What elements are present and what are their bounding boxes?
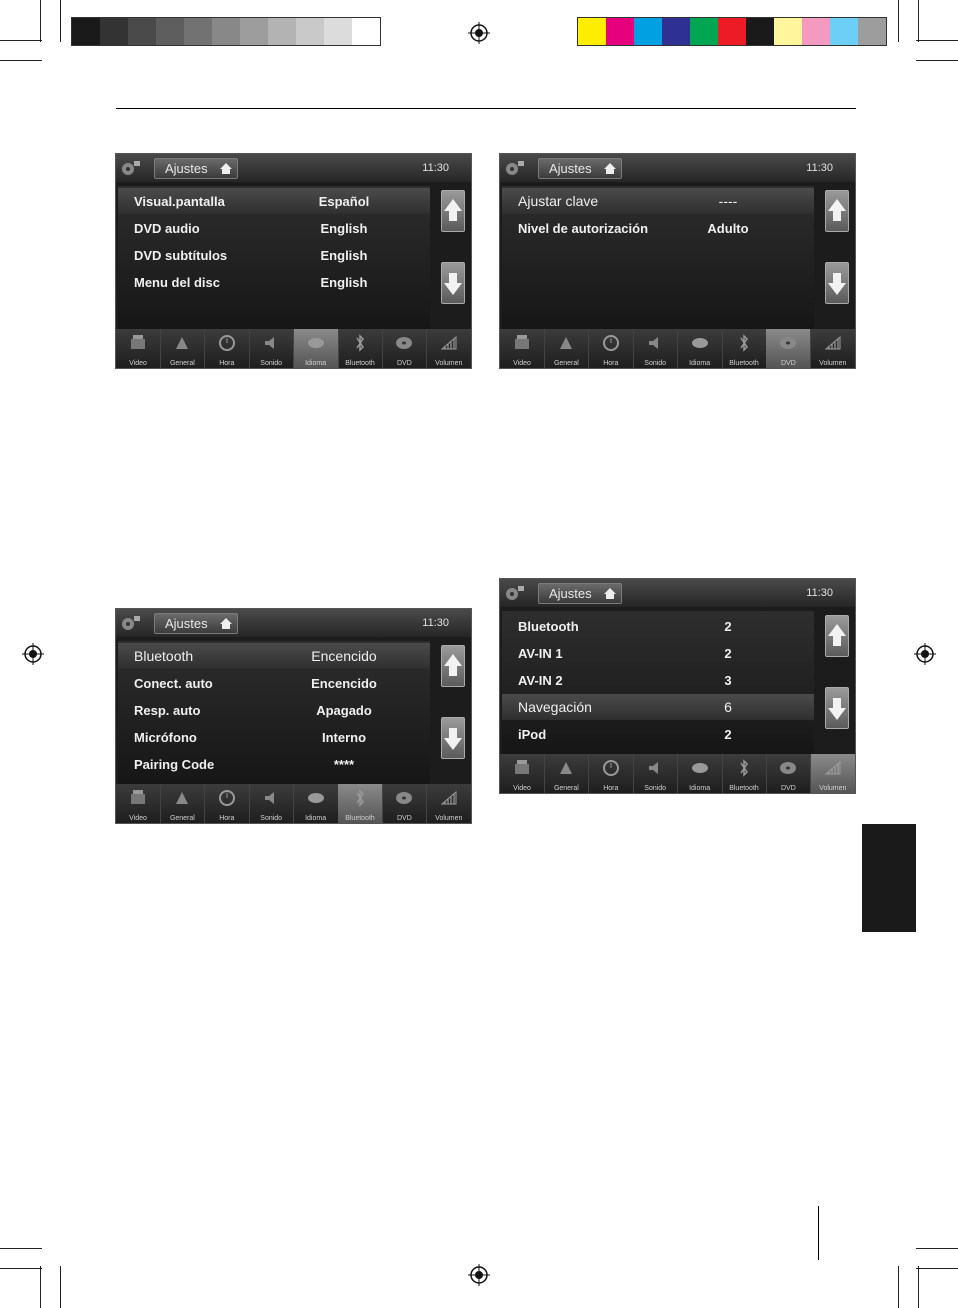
setting-label: DVD audio	[134, 221, 200, 236]
crop-mark	[916, 1248, 958, 1249]
home-icon	[603, 162, 617, 175]
arrow-up-icon	[442, 191, 464, 231]
setting-label: Pairing Code	[134, 757, 215, 772]
arrow-up-icon	[826, 616, 848, 656]
dvd-icon	[779, 758, 797, 778]
dvd-icon	[395, 788, 413, 808]
registration-mark-icon	[468, 22, 490, 44]
home-icon	[219, 617, 233, 630]
tab-volumen[interactable]	[427, 784, 471, 823]
settings-row[interactable]	[502, 188, 814, 214]
chapter-tab	[862, 824, 916, 932]
tab-video[interactable]	[116, 329, 161, 368]
tab-label: Hora	[219, 360, 235, 367]
tab-label: Sonido	[260, 360, 283, 367]
tab-bluetooth[interactable]	[722, 754, 767, 793]
scroll-down-button[interactable]	[825, 262, 849, 304]
tab-label: Volumen	[819, 360, 847, 367]
crop-mark	[0, 1248, 42, 1249]
settings-row[interactable]	[118, 215, 430, 241]
general-icon	[557, 758, 575, 778]
settings-screen	[500, 579, 855, 793]
volumen-icon	[440, 333, 458, 353]
video-icon	[129, 333, 147, 353]
settings-list	[502, 186, 814, 342]
scroll-up-button[interactable]	[441, 190, 465, 232]
tab-label: General	[169, 815, 195, 822]
setting-value: Adulto	[707, 221, 749, 236]
tab-label: DVD	[781, 785, 796, 792]
settings-row[interactable]	[118, 269, 430, 295]
tab-volumen[interactable]	[811, 329, 855, 368]
title-home-button[interactable]	[538, 158, 622, 179]
settings-screen	[116, 609, 471, 823]
setting-label: Navegación	[518, 699, 592, 715]
tab-idioma[interactable]	[678, 329, 723, 368]
crop-mark	[0, 1268, 42, 1269]
setting-value: 6	[724, 699, 732, 715]
tab-general[interactable]	[160, 784, 205, 823]
tab-sonido[interactable]	[249, 329, 294, 368]
bluetooth-icon	[735, 758, 753, 778]
tab-label: DVD	[397, 815, 412, 822]
tab-sonido[interactable]	[633, 754, 678, 793]
title-home-button[interactable]	[154, 158, 238, 179]
tab-dvd[interactable]	[382, 329, 427, 368]
crop-mark	[40, 1266, 41, 1308]
settings-row[interactable]	[502, 694, 814, 720]
settings-row[interactable]	[118, 697, 430, 723]
tab-video[interactable]	[500, 754, 545, 793]
tab-label: Idioma	[305, 360, 327, 367]
arrow-up-icon	[442, 646, 464, 686]
crop-mark	[916, 1268, 958, 1269]
arrow-down-icon	[442, 718, 464, 758]
title-home-button[interactable]	[154, 613, 238, 634]
settings-screen	[500, 154, 855, 368]
tab-hora[interactable]	[589, 329, 634, 368]
settings-row[interactable]	[502, 613, 814, 639]
settings-list	[118, 641, 430, 797]
settings-row[interactable]	[502, 640, 814, 666]
registration-mark-icon	[22, 643, 44, 665]
scroll-down-button[interactable]	[441, 717, 465, 759]
crop-mark	[918, 0, 919, 42]
dvd-icon	[779, 333, 797, 353]
tab-sonido[interactable]	[633, 329, 678, 368]
crop-mark	[60, 0, 61, 42]
scroll-up-button[interactable]	[825, 190, 849, 232]
screen-header	[500, 154, 855, 182]
tab-label: Hora	[603, 785, 619, 792]
setting-label: Resp. auto	[134, 703, 201, 718]
settings-row[interactable]	[118, 643, 430, 669]
video-icon	[513, 333, 531, 353]
tab-label: Hora	[603, 360, 619, 367]
setting-label: Ajustar clave	[518, 193, 599, 209]
tab-dvd[interactable]	[766, 329, 811, 368]
setting-value: English	[320, 248, 368, 263]
gray-bar-border	[71, 17, 381, 46]
tab-label: Idioma	[689, 360, 711, 367]
settings-row[interactable]	[118, 724, 430, 750]
settings-tab-bar	[500, 329, 855, 368]
crop-mark	[918, 1266, 919, 1308]
tab-sonido[interactable]	[249, 784, 294, 823]
tab-bluetooth[interactable]	[338, 784, 383, 823]
tab-hora[interactable]	[589, 754, 634, 793]
tab-label: Sonido	[644, 360, 667, 367]
tab-label: DVD	[397, 360, 412, 367]
tab-bluetooth[interactable]	[338, 329, 383, 368]
setting-value: 2	[724, 646, 732, 661]
settings-row[interactable]	[118, 188, 430, 214]
crop-mark	[916, 60, 958, 61]
setting-label: Nivel de autorización	[518, 221, 649, 236]
tab-idioma[interactable]	[294, 784, 339, 823]
setting-value: Apagado	[316, 703, 372, 718]
tab-general[interactable]	[160, 329, 205, 368]
crop-mark	[916, 40, 958, 41]
tab-label: Sonido	[644, 785, 667, 792]
tab-bluetooth[interactable]	[722, 329, 767, 368]
scroll-down-button[interactable]	[825, 687, 849, 729]
registration-mark-icon	[468, 1264, 490, 1286]
registration-mark-icon	[914, 643, 936, 665]
setting-label: iPod	[518, 727, 547, 742]
tab-hora[interactable]	[205, 329, 250, 368]
hora-icon	[602, 333, 620, 353]
title-home-button[interactable]	[538, 583, 622, 604]
hora-icon	[218, 333, 236, 353]
screen-title: Ajustes	[549, 586, 592, 601]
scroll-up-button[interactable]	[825, 615, 849, 657]
setting-value: Encencido	[311, 676, 377, 691]
settings-tab-bar	[500, 754, 855, 793]
setting-value: ****	[333, 757, 355, 772]
setting-value: Encencido	[311, 648, 377, 664]
arrow-up-icon	[826, 191, 848, 231]
settings-app-icon[interactable]	[504, 158, 526, 178]
tab-label: DVD	[781, 360, 796, 367]
setting-label: Bluetooth	[518, 619, 579, 634]
sonido-icon	[646, 333, 664, 353]
setting-label: AV-IN 2	[518, 673, 563, 688]
settings-tab-bar	[116, 784, 471, 823]
screen-title: Ajustes	[549, 161, 592, 176]
tab-label: Volumen	[819, 785, 847, 792]
screen-header	[116, 609, 471, 637]
screen-title: Ajustes	[165, 616, 208, 631]
tab-label: Bluetooth	[345, 360, 375, 367]
bluetooth-icon	[351, 333, 369, 353]
arrow-down-icon	[442, 263, 464, 303]
setting-value: English	[320, 275, 368, 290]
tab-label: Video	[129, 815, 147, 822]
dvd-icon	[395, 333, 413, 353]
volumen-icon	[440, 788, 458, 808]
clock: 11:30	[806, 587, 833, 599]
home-icon	[603, 587, 617, 600]
setting-value: English	[320, 221, 368, 236]
tab-label: General	[553, 785, 579, 792]
settings-screen	[116, 154, 471, 368]
general-icon	[557, 333, 575, 353]
crop-mark	[898, 0, 899, 42]
sonido-icon	[262, 788, 280, 808]
scroll-controls	[818, 611, 852, 767]
settings-row[interactable]	[118, 242, 430, 268]
idioma-icon	[307, 788, 325, 808]
setting-value: 3	[724, 673, 732, 688]
tab-label: Idioma	[689, 785, 711, 792]
tab-idioma[interactable]	[294, 329, 339, 368]
general-icon	[173, 333, 191, 353]
setting-label: Menu del disc	[134, 275, 220, 290]
settings-app-icon[interactable]	[120, 613, 142, 633]
arrow-down-icon	[826, 263, 848, 303]
setting-value: ----	[718, 193, 738, 209]
clock: 11:30	[422, 162, 449, 174]
settings-app-icon[interactable]	[504, 583, 526, 603]
settings-row[interactable]	[118, 751, 430, 777]
tab-volumen[interactable]	[427, 329, 471, 368]
tab-label: Idioma	[305, 815, 327, 822]
tab-label: Volumen	[435, 360, 463, 367]
screen-title: Ajustes	[165, 161, 208, 176]
setting-value: 2	[724, 727, 732, 742]
tab-general[interactable]	[544, 754, 589, 793]
scroll-controls	[818, 186, 852, 342]
tab-label: General	[169, 360, 195, 367]
setting-label: DVD subtítulos	[134, 248, 228, 263]
settings-app-icon[interactable]	[120, 158, 142, 178]
scroll-down-button[interactable]	[441, 262, 465, 304]
tab-general[interactable]	[544, 329, 589, 368]
volumen-icon	[824, 333, 842, 353]
tab-video[interactable]	[500, 329, 545, 368]
tab-label: Bluetooth	[729, 785, 759, 792]
settings-list	[502, 611, 814, 767]
settings-tab-bar	[116, 329, 471, 368]
tab-label: Hora	[219, 815, 235, 822]
general-icon	[173, 788, 191, 808]
hora-icon	[218, 788, 236, 808]
tab-volumen[interactable]	[811, 754, 855, 793]
screen-header	[500, 579, 855, 607]
setting-label: Visual.pantalla	[134, 194, 225, 209]
tab-label: Bluetooth	[729, 360, 759, 367]
settings-row[interactable]	[118, 670, 430, 696]
crop-mark	[898, 1266, 899, 1308]
settings-list	[118, 186, 430, 342]
idioma-icon	[307, 333, 325, 353]
setting-value: Interno	[321, 730, 367, 745]
setting-value: Español	[318, 194, 370, 209]
header-rule	[116, 108, 856, 109]
tab-dvd[interactable]	[382, 784, 427, 823]
setting-label: Bluetooth	[134, 648, 194, 664]
video-icon	[513, 758, 531, 778]
home-icon	[219, 162, 233, 175]
screen-header	[116, 154, 471, 182]
setting-label: Micrófono	[134, 730, 197, 745]
crop-mark	[60, 1266, 61, 1308]
scroll-controls	[434, 186, 468, 342]
clock: 11:30	[806, 162, 833, 174]
hora-icon	[602, 758, 620, 778]
idioma-icon	[691, 333, 709, 353]
setting-value: 2	[724, 619, 732, 634]
tab-video[interactable]	[116, 784, 161, 823]
settings-row[interactable]	[502, 667, 814, 693]
video-icon	[129, 788, 147, 808]
sonido-icon	[646, 758, 664, 778]
clock: 11:30	[422, 617, 449, 629]
crop-mark	[0, 60, 42, 61]
tab-idioma[interactable]	[678, 754, 723, 793]
tab-label: Video	[129, 360, 147, 367]
scroll-up-button[interactable]	[441, 645, 465, 687]
tab-dvd[interactable]	[766, 754, 811, 793]
footer-rule	[818, 1206, 819, 1260]
scroll-controls	[434, 641, 468, 797]
arrow-down-icon	[826, 688, 848, 728]
tab-label: General	[553, 360, 579, 367]
settings-row[interactable]	[502, 721, 814, 747]
crop-mark	[40, 0, 41, 42]
color-bar-border	[577, 17, 887, 46]
setting-label: AV-IN 1	[518, 646, 563, 661]
bluetooth-icon	[735, 333, 753, 353]
tab-label: Volumen	[435, 815, 463, 822]
volumen-icon	[824, 758, 842, 778]
idioma-icon	[691, 758, 709, 778]
bluetooth-icon	[351, 788, 369, 808]
setting-label: Conect. auto	[134, 676, 213, 691]
crop-mark	[0, 40, 42, 41]
sonido-icon	[262, 333, 280, 353]
tab-label: Video	[513, 360, 531, 367]
tab-label: Video	[513, 785, 531, 792]
tab-hora[interactable]	[205, 784, 250, 823]
settings-row[interactable]	[502, 215, 814, 241]
tab-label: Sonido	[260, 815, 283, 822]
tab-label: Bluetooth	[345, 815, 375, 822]
